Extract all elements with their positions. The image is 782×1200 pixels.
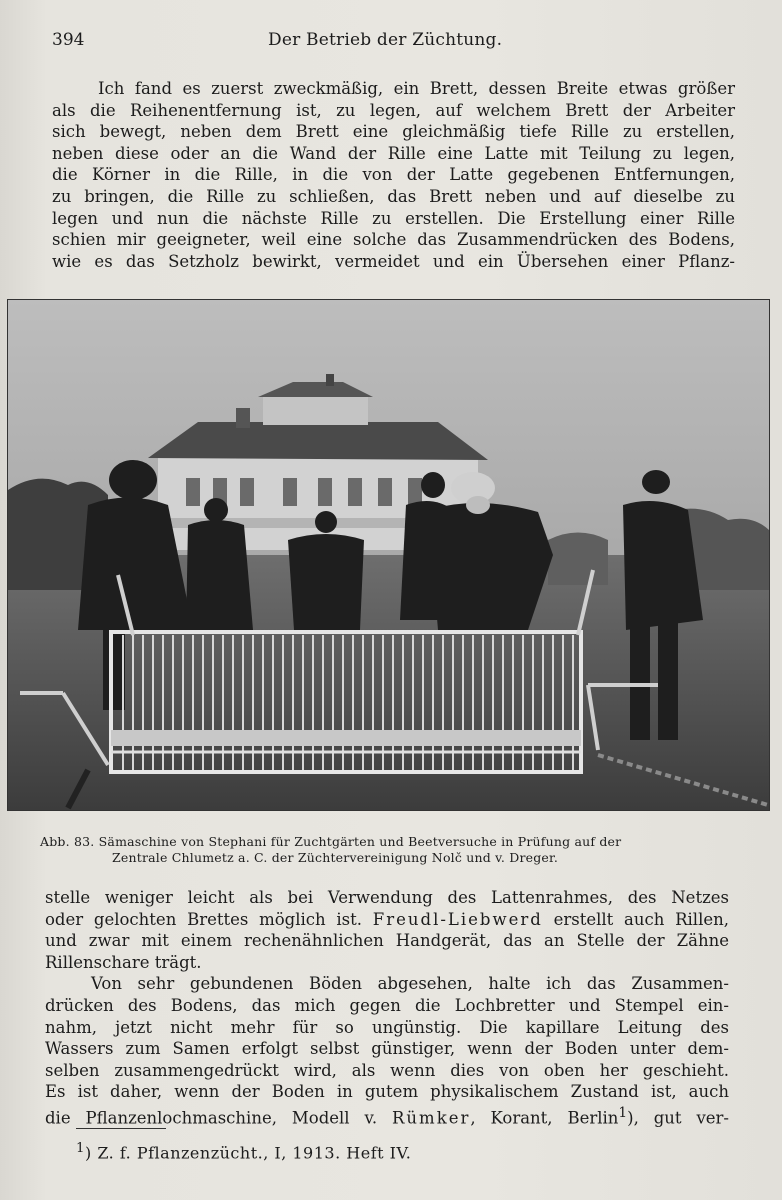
figure-caption — [40, 834, 740, 865]
text-line: Rillenschare trägt. — [45, 952, 202, 972]
running-title: Der Betrieb der Züchtung. — [268, 30, 503, 50]
text-line: Wassers zum Samen erfolgt selbst günstiger, wenn der Boden unter dem- — [45, 1039, 729, 1059]
page-number: 394 — [52, 30, 85, 50]
text-span: die Pflanzenlochmaschine, Modell v. — [45, 1108, 378, 1128]
text-line: sich bewegt, neben dem Brett eine gleichmäßig tiefe Rille zu erstellen, — [52, 122, 735, 142]
body-paragraph-top — [52, 78, 735, 272]
text-span: , Korant, Berlin — [470, 1108, 619, 1128]
footnote — [76, 1141, 411, 1162]
text-line: schien mir geeigneter, weil eine solche das Zusammendrücken des Bodens, — [52, 230, 735, 250]
text-span: ), gut ver- — [627, 1108, 730, 1128]
text-line: neben diese oder an die Wand der Rille eine Latte mit Teilung zu legen, — [52, 143, 735, 163]
page-header — [52, 30, 742, 56]
footnote-marker: 1 — [76, 1141, 85, 1156]
text-line: drücken des Bodens, das mich gegen die Lochbretter und Stempel ein- — [45, 995, 729, 1015]
text-line: zu bringen, die Rille zu schließen, das Brett neben und auf dieselbe zu — [52, 186, 735, 206]
footnote-reference: 1 — [618, 1104, 628, 1121]
text-line: legen und nun die nächste Rille zu erstellen. Die Erstellung einer Rille — [52, 208, 735, 228]
person-name: Rümker — [392, 1108, 471, 1128]
text-span: erstellt auch Rillen, — [553, 909, 729, 929]
figure-photograph — [7, 299, 770, 811]
body-paragraph-bottom — [45, 887, 729, 1129]
text-line — [45, 909, 729, 931]
seeding-machine-photo — [8, 300, 769, 810]
text-line: stelle weniger leicht als bei Verwendung des Lattenrahmes, des Netzes — [45, 888, 729, 907]
text-line: selben zusammengedrückt wird, als wenn dies von oben her geschieht. — [45, 1060, 729, 1080]
text-line — [45, 1103, 729, 1129]
text-line: Es ist daher, wenn der Boden in gutem physikalischem Zustand ist, auch — [45, 1082, 729, 1102]
text-line: wie es das Setzholz bewirkt, vermeidet und ein Übersehen einer Pflanz- — [52, 251, 735, 271]
text-line: die Körner in die Rille, in die von der Latte gegebenen Entfernungen, — [52, 165, 735, 185]
text-line: als die Reihenentfernung ist, zu legen, auf welchem Brett der Arbeiter — [52, 100, 735, 120]
caption-line-1: Sämaschine von Stephani für Zuchtgärten und Beetversuche in Prüfung auf der — [98, 834, 622, 849]
figure-label: Abb. 83. — [40, 834, 95, 849]
text-line: Von sehr gebundenen Böden abgesehen, halte ich das Zusammen- — [91, 974, 729, 994]
footnote-text: ) Z. f. Pflanzenzücht., I, 1913. Heft IV. — [84, 1143, 412, 1163]
caption-line-2: Zentrale Chlumetz a. C. der Züchtervereinigung Nolč und v. Dreger. — [112, 849, 559, 865]
text-line: Ich fand es zuerst zweckmäßig, ein Brett, dessen Breite etwas größer — [98, 79, 735, 98]
footnote-divider — [76, 1128, 166, 1129]
text-span: oder gelochten Brettes möglich ist. — [45, 909, 363, 929]
text-line: nahm, jetzt nicht mehr für so ungünstig. Die kapillare Leitung des — [45, 1017, 729, 1037]
person-name: Freudl-Liebwerd — [372, 909, 543, 929]
text-line: und zwar mit einem rechenähnlichen Handgerät, das an Stelle der Zähne — [45, 931, 729, 951]
